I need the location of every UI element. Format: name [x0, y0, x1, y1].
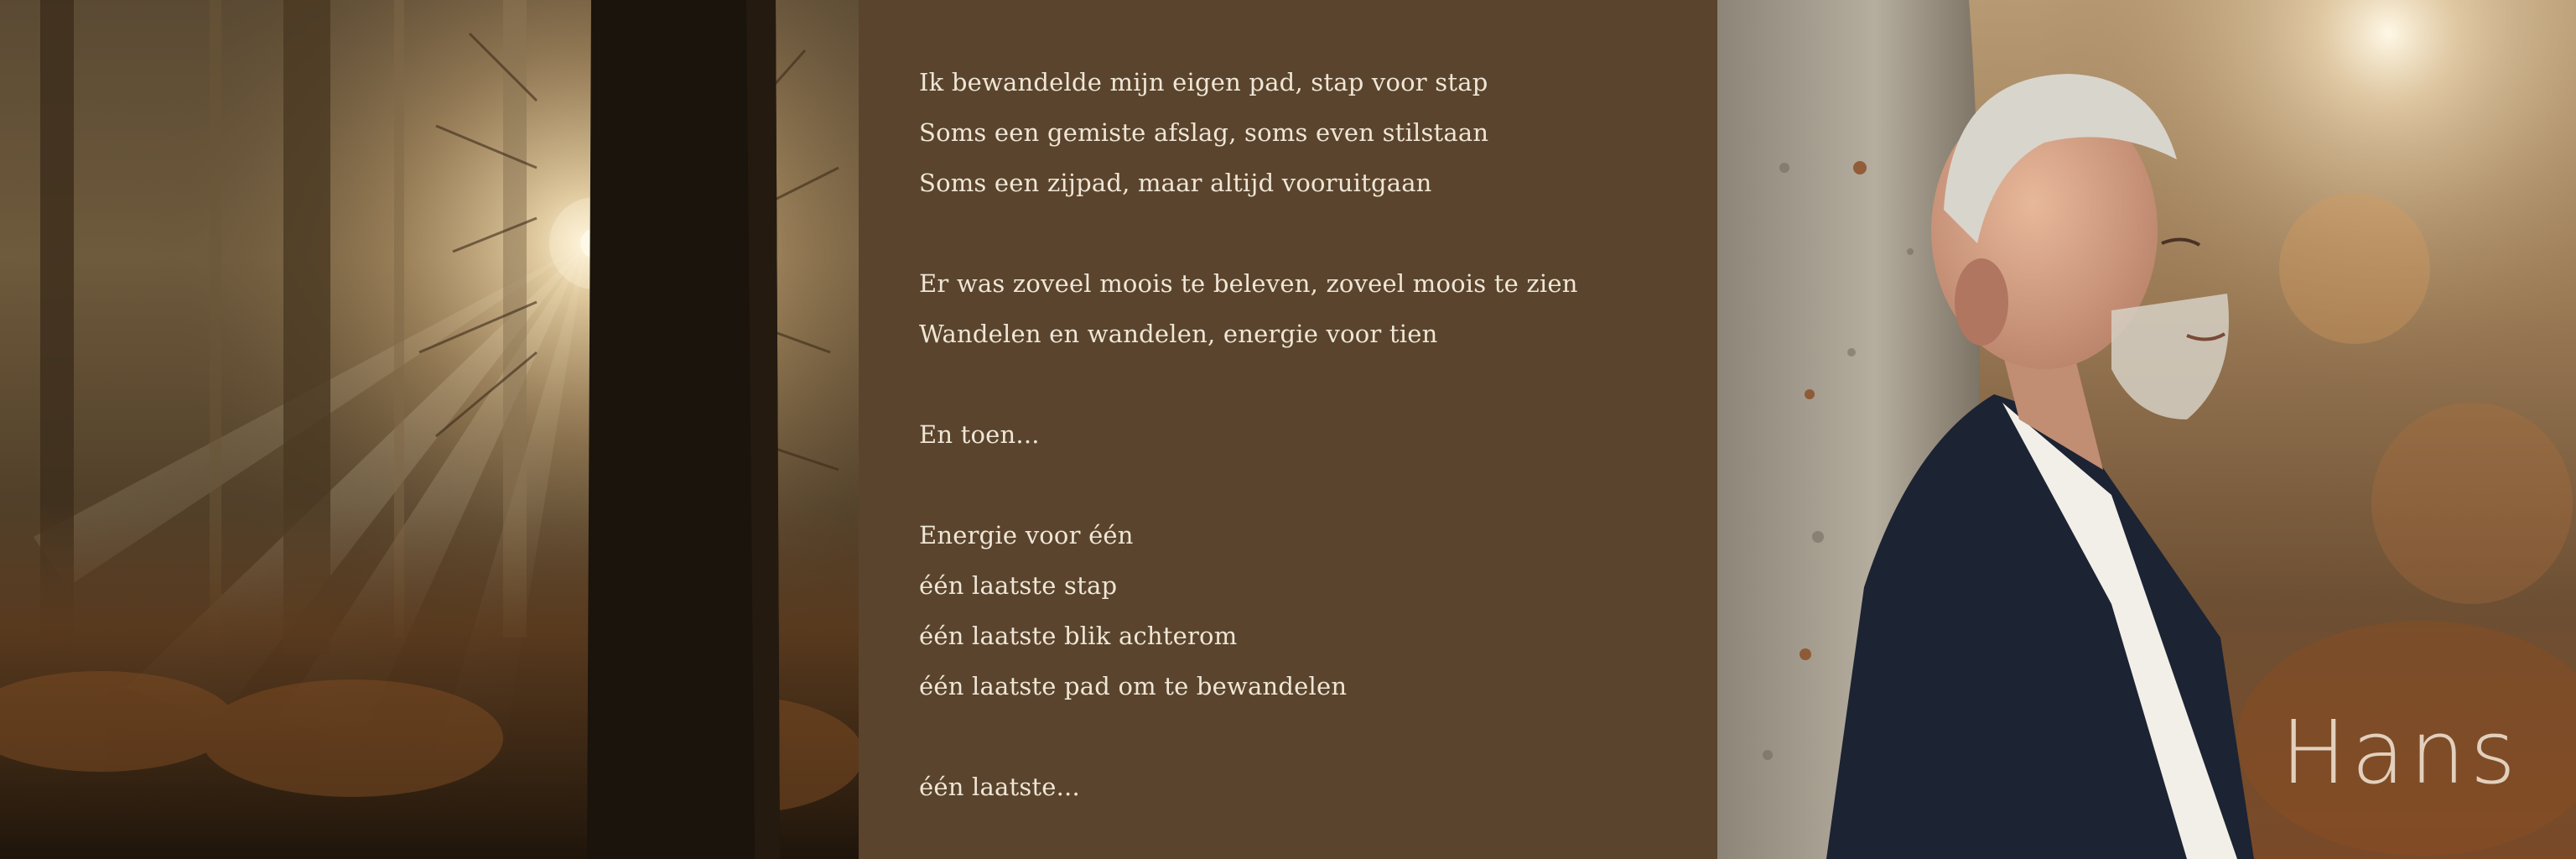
poem-line: Ik bewandelde mijn eigen pad, stap voor stap	[919, 68, 1488, 96]
stanza-break	[919, 359, 1717, 409]
poem-line: Soms een zijpad, maar altijd vooruitgaan	[919, 169, 1432, 197]
poem-panel	[859, 0, 1717, 859]
portrait-photo	[1717, 0, 2576, 859]
poem-line: één laatste blik achterom	[919, 622, 1238, 650]
poem-line: En toen...	[919, 420, 1040, 449]
poem-line: één laatste...	[919, 773, 1080, 801]
poem-line: Wandelen en wandelen, energie voor tien	[919, 320, 1438, 348]
poem-line: Soms een gemiste afslag, soms even stilstaan	[919, 118, 1489, 147]
poem-line: één laatste pad om te bewandelen	[919, 672, 1348, 700]
stanza-break	[919, 208, 1717, 258]
stanza-break	[919, 460, 1717, 510]
poem-line: Energie voor één	[919, 521, 1134, 549]
poem-line: één laatste stap	[919, 571, 1118, 600]
poem-line: Er was zoveel moois te beleven, zoveel moois te zien	[919, 269, 1578, 298]
forest-photo	[0, 0, 859, 859]
forest-illustration	[0, 0, 859, 859]
stanza-break	[919, 711, 1717, 762]
name-overlay: Hans	[2280, 701, 2521, 804]
